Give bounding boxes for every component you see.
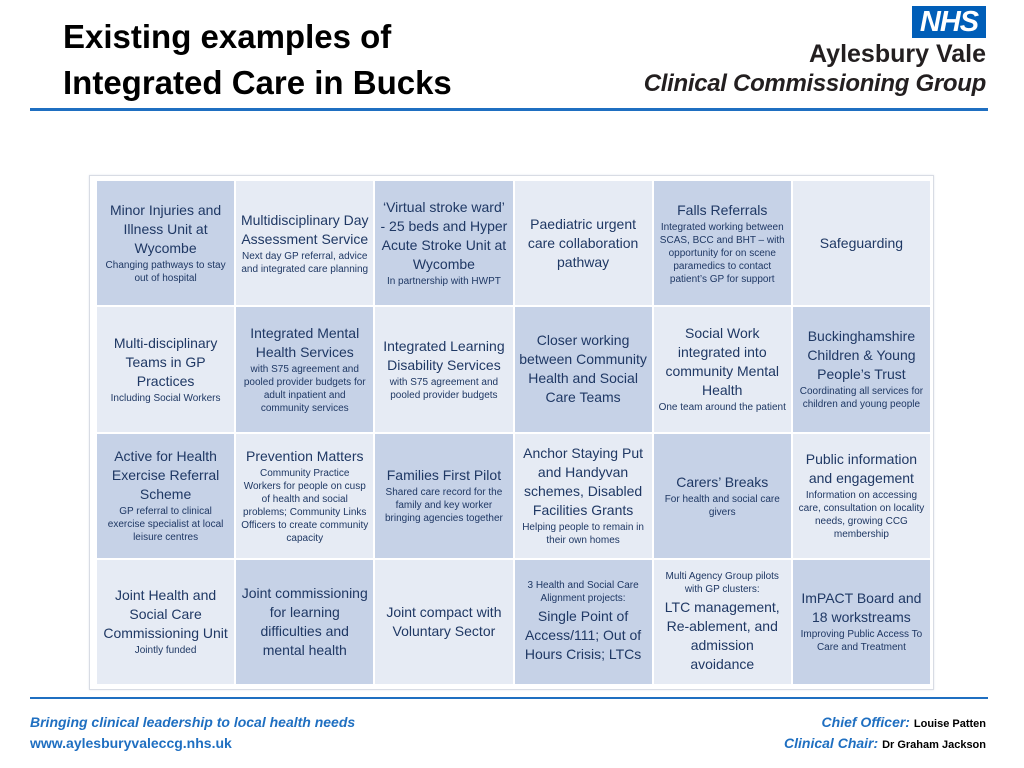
cell-title: Public information and engagement xyxy=(805,451,918,487)
grid-cell xyxy=(793,560,930,684)
grid-cell xyxy=(375,307,512,431)
grid-cell xyxy=(236,307,373,431)
cell-subtitle: with S75 agreement and pooled provider budgets xyxy=(389,376,499,401)
cell-title: Closer working between Community Health and Social Care Teams xyxy=(519,332,647,406)
grid-cell xyxy=(375,434,512,558)
nhs-logo: NHS xyxy=(912,6,986,38)
cell-subtitle: Coordinating all services for children and young people xyxy=(799,386,924,411)
grid-cell xyxy=(515,560,652,684)
initiatives-table xyxy=(89,175,934,690)
clinical-chair-name: Dr Graham Jackson xyxy=(882,739,986,751)
cell-subtitle: Community Practice Workers for people on cusp of health and social problems; Community Links Officers to create community capacity xyxy=(241,467,369,544)
cell-title: Social Work integrated into community Mental Health xyxy=(665,325,780,399)
grid-cell xyxy=(793,307,930,431)
grid-cell xyxy=(97,434,234,558)
title-line-1: Existing examples of xyxy=(63,18,392,55)
org-name-line-1: Aylesbury Vale xyxy=(809,40,986,68)
cell-subtitle: with S75 agreement and pooled provider budgets for adult inpatient and community services xyxy=(243,363,366,414)
cell-intro: 3 Health and Social Care Alignment projects: xyxy=(527,580,639,605)
cell-subtitle: In partnership with HWPT xyxy=(386,276,501,288)
cell-title: ImPACT Board and 18 workstreams xyxy=(801,590,922,626)
cell-subtitle: Including Social Workers xyxy=(110,392,221,404)
cell-subtitle: Next day GP referral, advice and integrated care planning xyxy=(241,250,369,275)
footer-website-link[interactable]: www.aylesburyvaleccg.nhs.uk xyxy=(30,735,232,751)
chief-officer-label: Chief Officer: xyxy=(821,714,910,730)
org-name-line-2: Clinical Commissioning Group xyxy=(643,70,986,97)
grid-cell xyxy=(654,434,791,558)
cell-subtitle: GP referral to clinical exercise specialist at local leisure centres xyxy=(107,506,224,544)
cell-subtitle: Jointly funded xyxy=(134,645,197,657)
grid-cell xyxy=(793,181,930,305)
cell-title: ‘Virtual stroke ward’ - 25 beds and Hyper Acute Stroke Unit at Wycombe xyxy=(380,199,508,273)
cell-subtitle: Helping people to remain in their own homes xyxy=(522,522,644,547)
cell-title: Families First Pilot xyxy=(386,467,502,484)
grid-cell xyxy=(97,181,234,305)
cell-title: Active for Health Exercise Referral Scheme xyxy=(111,448,220,503)
cell-title: Falls Referrals xyxy=(677,201,768,218)
cell-subtitle: For health and social care givers xyxy=(664,493,780,518)
grid-cell xyxy=(236,434,373,558)
grid-cell xyxy=(793,434,930,558)
grid-cell xyxy=(236,181,373,305)
cell-subtitle: Improving Public Access To Care and Treatment xyxy=(800,629,923,654)
title-line-2: Integrated Care in Bucks xyxy=(63,64,452,101)
grid-cell xyxy=(375,181,512,305)
cell-title: Joint compact with Voluntary Sector xyxy=(386,603,502,639)
grid-cell xyxy=(375,560,512,684)
cell-title: Joint Health and Social Care Commissioning Unit xyxy=(103,587,228,642)
cell-title: Anchor Staying Put and Handyvan schemes, Disabled Facilities Grants xyxy=(523,445,643,519)
initiatives-grid xyxy=(97,181,930,684)
cell-subtitle: One team around the patient xyxy=(658,402,786,414)
cell-subtitle: Shared care record for the family and key worker bringing agencies together xyxy=(384,487,503,525)
cell-title: Single Point of Access/111; Out of Hours Crisis; LTCs xyxy=(524,608,642,663)
cell-title: Minor Injuries and Illness Unit at Wycombe xyxy=(109,202,222,257)
cell-title: LTC management, Re-ablement, and admission avoidance xyxy=(664,598,780,672)
page-title xyxy=(63,14,583,106)
cell-subtitle: Integrated working between SCAS, BCC and BHT – with opportunity for on scene paramedics to contact patient’s GP for support xyxy=(659,221,785,285)
cell-title: Integrated Learning Disability Services xyxy=(383,337,505,373)
cell-subtitle: Information on accessing care, consultation on locality needs, growing CCG membership xyxy=(798,490,925,541)
cell-subtitle: Changing pathways to stay out of hospital xyxy=(105,260,226,285)
cell-title: Buckinghamshire Children & Young People’s Trust xyxy=(807,328,916,383)
grid-cell xyxy=(515,181,652,305)
grid-cell xyxy=(236,560,373,684)
grid-cell xyxy=(515,307,652,431)
grid-cell xyxy=(515,434,652,558)
chief-officer xyxy=(822,714,986,730)
cell-title: Joint commissioning for learning difficulties and mental health xyxy=(241,584,368,658)
footer-divider xyxy=(30,697,988,699)
grid-cell xyxy=(97,307,234,431)
cell-title: Safeguarding xyxy=(819,234,904,251)
cell-title: Multi-disciplinary Teams in GP Practices xyxy=(113,334,218,389)
chief-officer-name: Louise Patten xyxy=(913,718,986,730)
cell-title: Integrated Mental Health Services xyxy=(250,324,360,360)
header-divider xyxy=(30,108,988,111)
cell-intro: Multi Agency Group pilots with GP clusters: xyxy=(665,570,779,595)
grid-cell xyxy=(97,560,234,684)
clinical-chair xyxy=(784,735,986,751)
grid-cell xyxy=(654,560,791,684)
grid-cell xyxy=(654,181,791,305)
cell-title: Multidisciplinary Day Assessment Service xyxy=(240,211,369,247)
footer-tagline: Bringing clinical leadership to local health needs xyxy=(30,714,356,730)
grid-cell xyxy=(654,307,791,431)
cell-title: Carers’ Breaks xyxy=(676,473,769,490)
cell-title: Paediatric urgent care collaboration pathway xyxy=(527,215,639,270)
clinical-chair-label: Clinical Chair: xyxy=(784,735,879,751)
cell-title: Prevention Matters xyxy=(245,447,364,464)
